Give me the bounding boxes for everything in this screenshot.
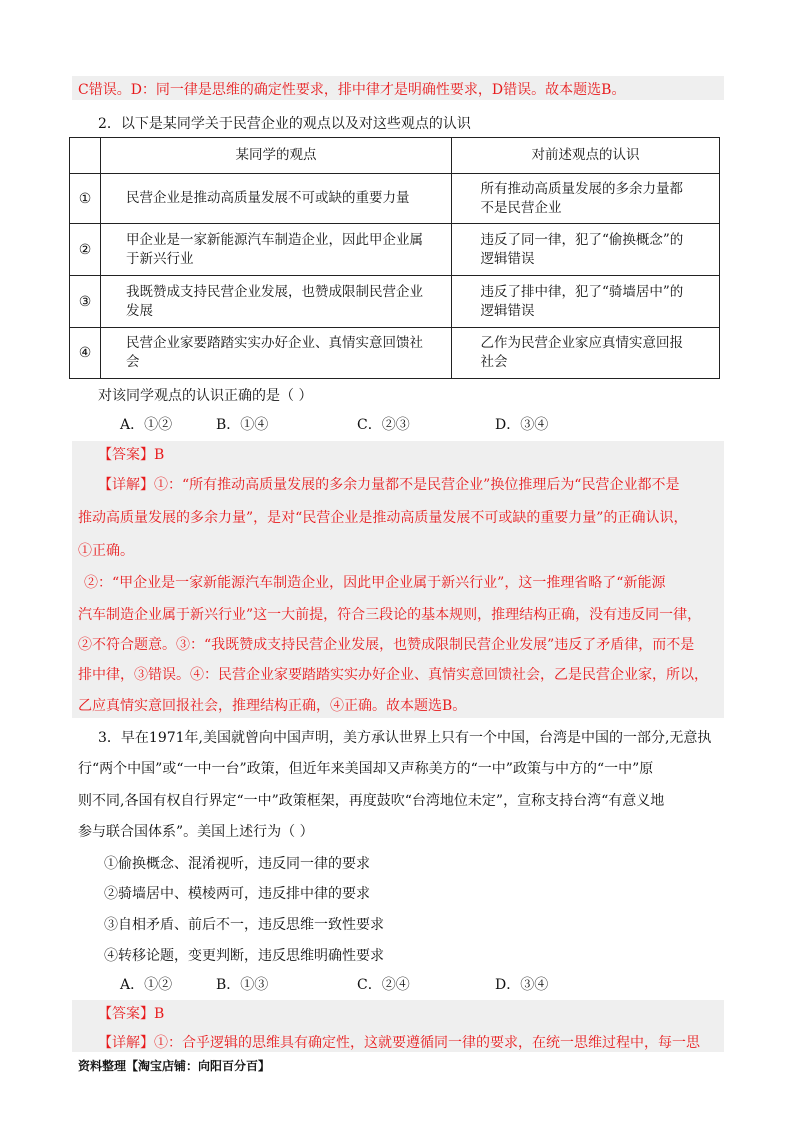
q2-explain-line: ②：“甲企业是一家新能源汽车制造企业，因此甲企业属于新兴行业”，这一推理省略了“新能源 [84,575,666,591]
row-comment: 违反了同一律，犯了“偷换概念”的逻辑错误 [480,231,684,267]
row-comment: 所有推动高质量发展的多余力量都不是民营企业 [480,180,683,216]
q2-header-comment: 对前述观点的认识 [452,138,720,174]
q2-explain-line: ②不符合题意。③：“我既赞成支持民营企业发展，也赞成限制民营企业发展”违反了矛盾律，而不是 [78,637,695,653]
q3-option-a: A．①② [120,977,173,993]
q3-choice: ③自相矛盾、前后不一，违反思维一致性要求 [104,917,384,933]
q3-stem-line: 3．早在1971年,美国就曾向中国声明，美方承认世界上只有一个中国，台湾是中国的一部分,无意执 [98,730,712,746]
q3-stem-line: 行“两个中国”或“一中一台”政策，但近年来美国却又声称美方的“一中”政策与中方的“一中”原 [78,761,654,777]
q2-question: 对该同学观点的认识正确的是（ ） [98,388,313,404]
footer-note: 资料整理【淘宝店铺：向阳百分百】 [78,1059,271,1073]
q2-explain-line: 汽车制造企业属于新兴行业”这一大前提，符合三段论的基本规则，推理结构正确，没有违反同一律， [78,607,702,623]
q3-option-d: D．③④ [495,977,549,993]
q3-option-c: C．②④ [357,977,410,993]
table-row [70,328,720,379]
row-view: 民营企业家要踏踏实实办好企业、真情实意回馈社会 [126,335,423,370]
prev-explanation-tail: C错误。D：同一律是思维的确定性要求，排中律才是明确性要求，D错误。故本题选B。 [78,82,626,98]
row-view: 我既赞成支持民营企业发展，也赞成限制民营企业发展 [126,283,423,319]
q3-explain-line: 【详解】①：合乎逻辑的思维具有确定性，这就要遵循同一律的要求，在统一思维过程中，每一思 [98,1035,700,1051]
q2-table [69,137,720,379]
q3-choice: ④转移论题，变更判断，违反思维明确性要求 [104,948,384,964]
q3-option-b: B．①③ [216,977,269,993]
row-num: ② [70,224,101,276]
q2-option-a: A．①② [120,417,173,433]
q2-answer: 【答案】B [98,447,165,463]
q2-explain-line: 推动高质量发展的多余力量”，是对“民营企业是推动高质量发展不可或缺的重要力量”的正确认识， [78,510,688,526]
q2-header-blank [70,138,101,174]
q2-table-header-row [70,138,720,174]
q2-explain-line: 乙应真情实意回报社会，推理结构正确，④正确。故本题选B。 [78,698,467,714]
row-comment: 违反了排中律，犯了“骑墙居中”的逻辑错误 [480,283,684,319]
q2-explain-line: 【详解】①：“所有推动高质量发展的多余力量都不是民营企业”换位推理后为“民营企业都不是 [98,477,680,493]
table-row [70,224,720,276]
table-row [70,276,720,328]
q2-option-c: C．②③ [357,417,410,433]
row-num: ③ [70,276,101,328]
q2-explain-line: 排中律，③错误。④：民营企业家要踏踏实实办好企业、真情实意回馈社会，乙是民营企业家，所以， [78,667,708,683]
q3-choice: ①偷换概念、混淆视听，违反同一律的要求 [104,856,370,872]
row-num: ① [70,174,101,224]
q3-answer: 【答案】B [98,1006,165,1022]
q3-stem-line: 则不同,各国有权自行界定“一中”政策框架，再度鼓吹“台湾地位未定”，宣称支持台湾“有意义地 [78,793,665,809]
q2-stem: 2．以下是某同学关于民营企业的观点以及对这些观点的认识 [98,116,471,132]
q3-stem-line: 参与联合国体系”。美国上述行为（ ） [78,824,314,840]
row-num: ④ [70,328,101,379]
q2-option-b: B．①④ [216,417,269,433]
table-row [70,174,720,224]
q2-header-view: 某同学的观点 [101,138,452,174]
q2-explain-line: ①正确。 [78,543,134,559]
row-view: 甲企业是一家新能源汽车制造企业，因此甲企业属于新兴行业 [126,231,423,267]
q2-option-d: D．③④ [495,417,549,433]
row-comment: 乙作为民营企业家应真情实意回报社会 [480,335,683,370]
row-view: 民营企业是推动高质量发展不可或缺的重要力量 [126,190,410,206]
q3-choice: ②骑墙居中、模棱两可，违反排中律的要求 [104,886,370,902]
